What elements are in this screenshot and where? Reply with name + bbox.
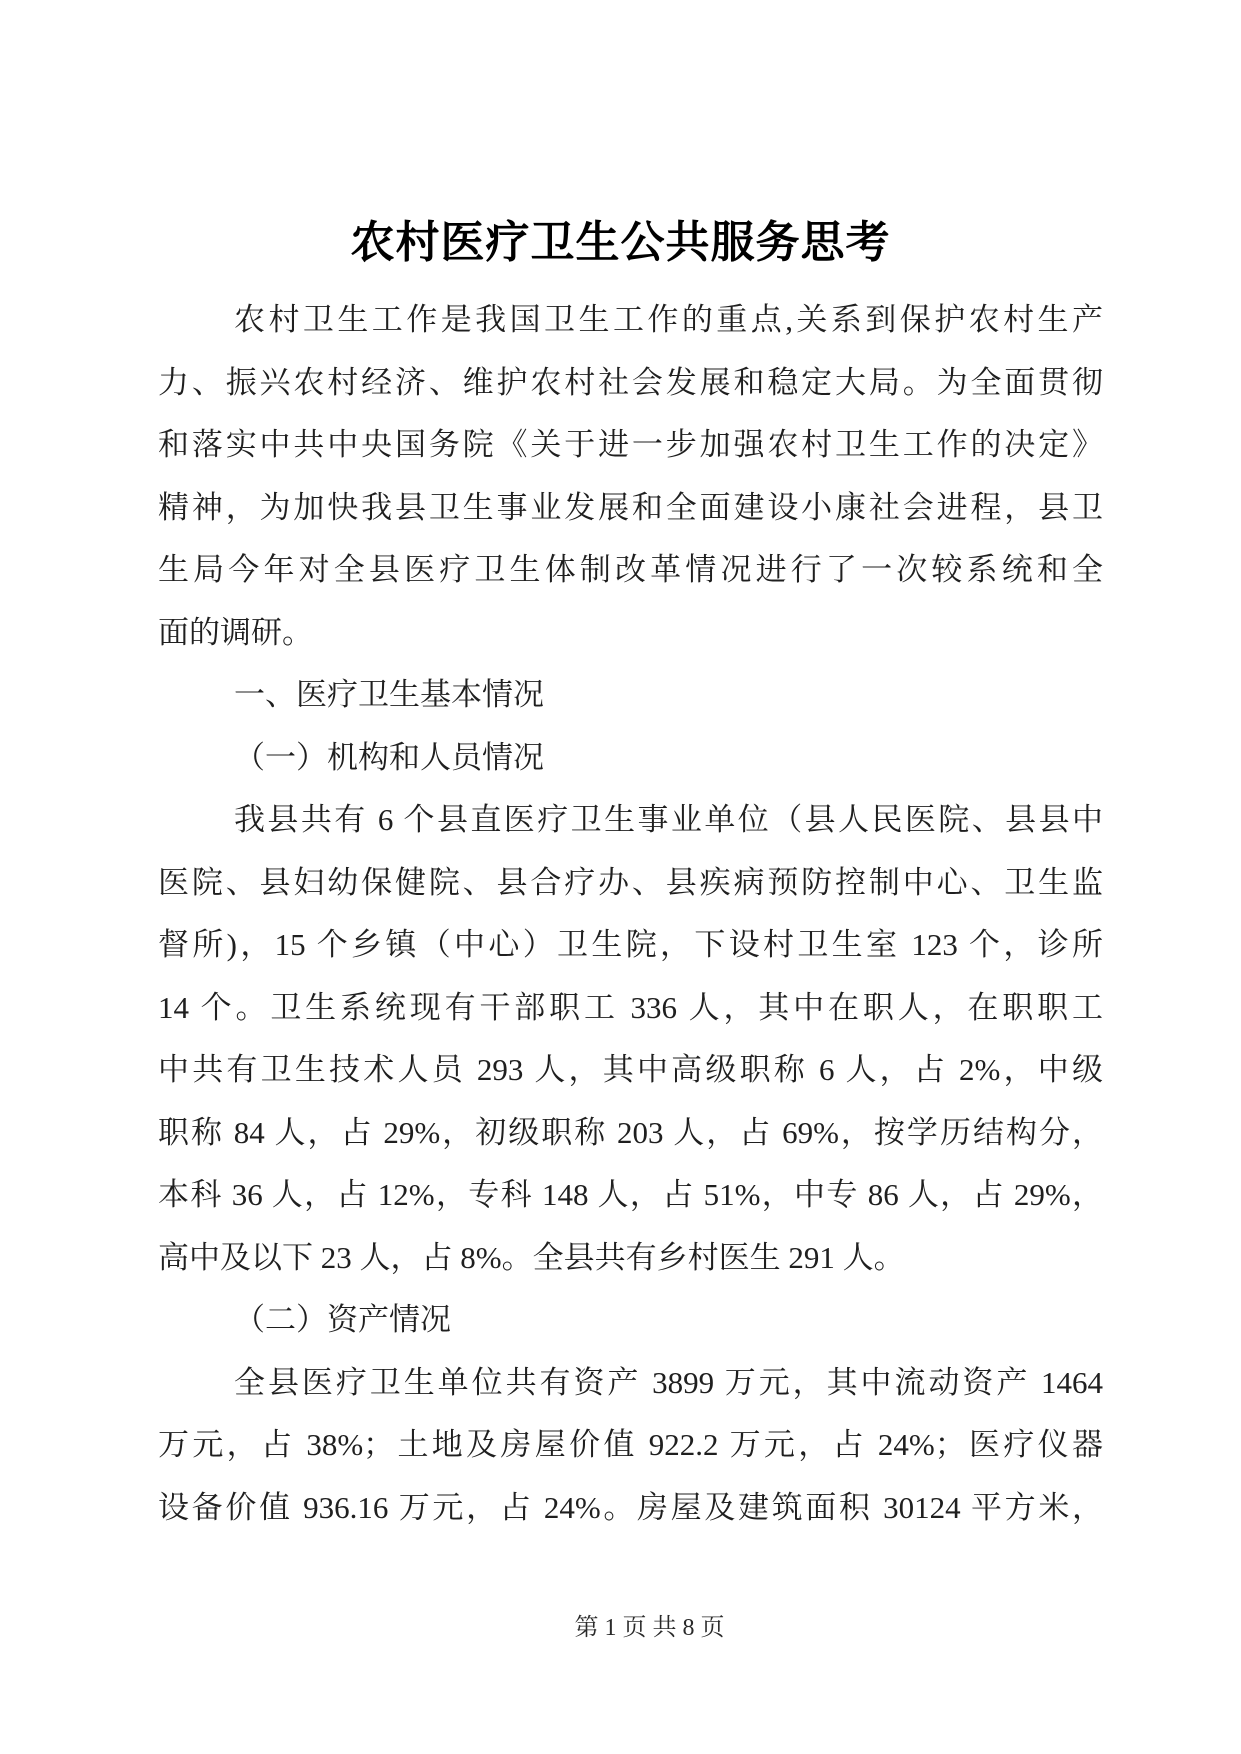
- body-line-9: 我县共有 6 个县直医疗卫生事业单位（县人民医院、县县中: [234, 802, 1103, 837]
- subsection-heading-2: （二）资产情况: [234, 1302, 451, 1337]
- body-line-20: 设备价值 936.16 万元，占 24%。房屋及建筑面积 30124 平方米，: [158, 1489, 1103, 1525]
- document-body: [158, 289, 1103, 1539]
- body-line-15: 本科 36 人，占 12%，专科 148 人，占 51%，中专 86 人，占 29%，: [158, 1177, 1103, 1212]
- body-line-5: 生局今年对全县医疗卫生体制改革情况进行了一次较系统和全: [158, 552, 1103, 587]
- body-line-14: 职称 84 人，占 29%，初级职称 203 人，占 69%，按学历结构分，: [158, 1114, 1103, 1150]
- document-title: 农村医疗卫生公共服务思考: [350, 218, 891, 267]
- subsection-heading-1: （一）机构和人员情况: [234, 739, 544, 775]
- body-line-1: 农村卫生工作是我国卫生工作的重点,关系到保护农村生产: [234, 302, 1103, 337]
- body-line-18: 全县医疗卫生单位共有资产 3899 万元，其中流动资产 1464: [234, 1364, 1103, 1400]
- body-line-13: 中共有卫生技术人员 293 人，其中高级职称 6 人，占 2%，中级: [158, 1052, 1103, 1087]
- body-line-10: 医院、县妇幼保健院、县合疗办、县疾病预防控制中心、卫生监: [158, 864, 1103, 900]
- page-number-footer: 第 1 页 共 8 页: [574, 1615, 725, 1641]
- body-line-3: 和落实中共中央国务院《关于进一步加强农村卫生工作的决定》: [158, 427, 1103, 462]
- body-line-16: 高中及以下 23 人，占 8%。全县共有乡村医生 291 人。: [158, 1239, 905, 1275]
- body-line-11: 督所)，15 个乡镇（中心）卫生院，下设村卫生室 123 个，诊所: [158, 927, 1103, 962]
- body-line-6: 面的调研。: [158, 614, 313, 650]
- body-line-19: 万元，占 38%；土地及房屋价值 922.2 万元，占 24%；医疗仪器: [158, 1427, 1103, 1462]
- body-line-2: 力、振兴农村经济、维护农村社会发展和稳定大局。为全面贯彻: [158, 364, 1103, 400]
- body-line-4: 精神，为加快我县卫生事业发展和全面建设小康社会进程，县卫: [158, 489, 1103, 525]
- section-heading-1: 一、医疗卫生基本情况: [234, 677, 544, 712]
- body-line-12: 14 个。卫生系统现有干部职工 336 人，其中在职人，在职职工: [158, 989, 1103, 1025]
